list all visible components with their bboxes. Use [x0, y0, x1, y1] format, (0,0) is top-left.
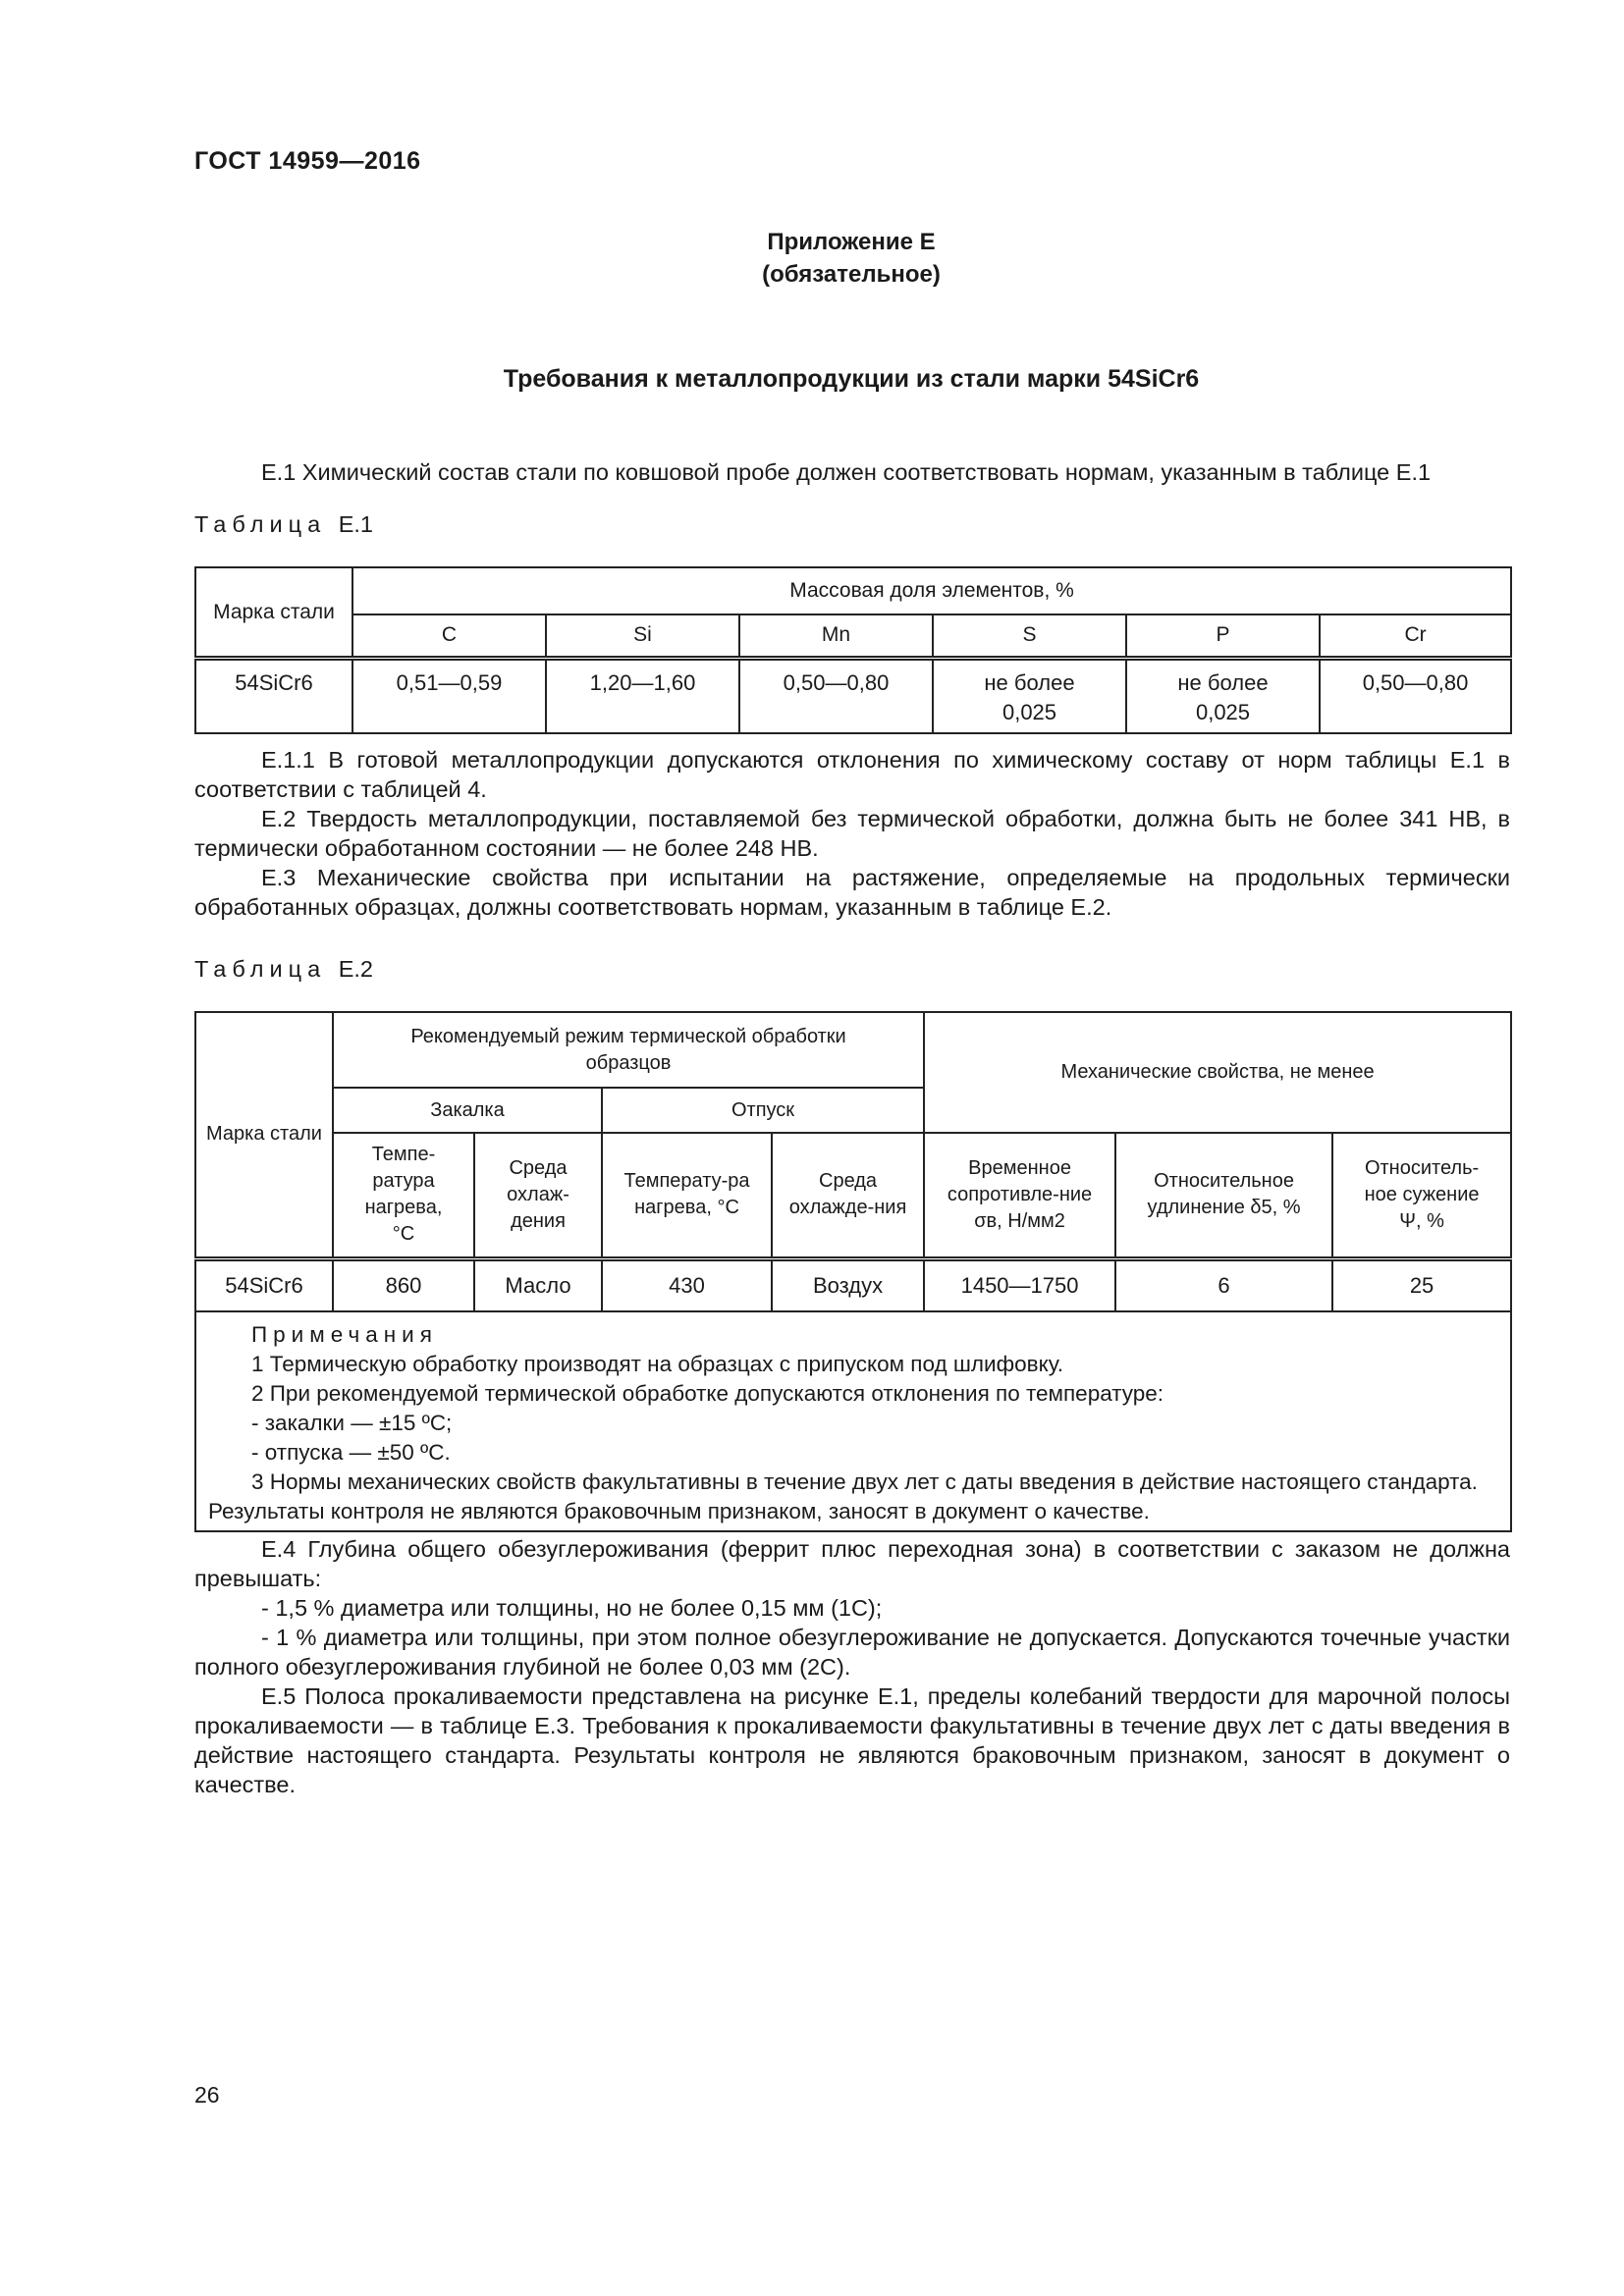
- col-header-quench-temp: Темпе-ратура нагрева, °С: [333, 1133, 474, 1258]
- note-item: - закалки — ±15 ºС;: [251, 1411, 453, 1435]
- steel-grade-header: Марка стали: [195, 1012, 333, 1258]
- note-item: 1 Термическую обработку производят на образцах с припуском под шлифовку.: [251, 1352, 1063, 1376]
- page-number: 26: [194, 2082, 220, 2108]
- col-header-temper-medium: Среда охлажде-ния: [772, 1133, 924, 1258]
- section-title: Требования к металлопродукции из стали марки 54SiCr6: [503, 365, 1200, 393]
- notes-heading: Примечания: [251, 1322, 438, 1347]
- element-header-mn: Mn: [739, 614, 933, 658]
- table-notes: [195, 1311, 1511, 1531]
- table-cell: 1,20—1,60: [546, 658, 739, 733]
- element-header-si: Si: [546, 614, 739, 658]
- paragraph-e4: Е.4 Глубина общего обезуглероживания (феррит плюс переходная зона) в соответствии с заказом не должна превышать:: [194, 1536, 1510, 1591]
- document-code: ГОСТ 14959—2016: [194, 147, 421, 175]
- paragraph-e1: Е.1 Химический состав стали по ковшовой пробе должен соответствовать нормам, указанным в таблице Е.1: [261, 459, 1432, 485]
- element-header-p: P: [1126, 614, 1320, 658]
- paragraphs-e4-e5: [194, 1534, 1510, 1799]
- table-cell: 0,51—0,59: [352, 658, 546, 733]
- table-cell-grade: 54SiCr6: [195, 1258, 333, 1311]
- table-cell: Воздух: [772, 1258, 924, 1311]
- paragraph-e3: Е.3 Механические свойства при испытании на растяжение, определяемые на продольных термически обработанных образцах, должны соответствовать нормам, указанным в таблице Е.2.: [194, 865, 1510, 920]
- paragraph-e1-1: Е.1.1 В готовой металлопродукции допускаются отклонения по химическому составу от норм таблицы Е.1 в соответствии с таблицей 4.: [194, 747, 1510, 802]
- table-cell: 0,50—0,80: [739, 658, 933, 733]
- quenching-header: Закалка: [333, 1088, 602, 1133]
- annex-status: (обязательное): [762, 261, 941, 288]
- table-cell: 430: [602, 1258, 772, 1311]
- mech-props-header: Механические свойства, не менее: [924, 1012, 1511, 1133]
- table-cell: 860: [333, 1258, 474, 1311]
- table-caption-word: Таблица: [194, 956, 327, 982]
- table-e2: [194, 1011, 1512, 1532]
- note-item: - отпуска — ±50 ºС.: [251, 1440, 451, 1465]
- table-caption-number: Е.1: [338, 511, 373, 537]
- element-header-c: C: [352, 614, 546, 658]
- table-caption-word: Таблица: [194, 511, 327, 537]
- table-cell: Масло: [474, 1258, 602, 1311]
- table-e1: [194, 566, 1512, 734]
- table-cell: не более 0,025: [1126, 658, 1320, 733]
- table-e2-caption: [194, 956, 373, 983]
- note-item: 2 При рекомендуемой термической обработке допускаются отклонения по температуре:: [251, 1381, 1164, 1406]
- annex-heading: [0, 226, 1624, 291]
- steel-grade-header: Марка стали: [195, 567, 352, 658]
- paragraph-e4-item-b: - 1 % диаметра или толщины, при этом полное обезуглероживание не допускается. Допускаются точечные участки полного обезуглероживания глубиной не более 0,03 мм (2С).: [194, 1625, 1510, 1680]
- paragraph-e4-item-a: - 1,5 % диаметра или толщины, но не более 0,15 мм (1С);: [261, 1595, 883, 1621]
- tempering-header: Отпуск: [602, 1088, 924, 1133]
- mass-fraction-header: Массовая доля элементов, %: [352, 567, 1511, 614]
- col-header-reduction-of-area: Относитель-ное сужение Ψ, %: [1332, 1133, 1511, 1258]
- col-header-elongation: Относительное удлинение δ5, %: [1115, 1133, 1332, 1258]
- annex-title: Приложение Е: [767, 229, 936, 255]
- table-cell-grade: 54SiCr6: [195, 658, 352, 733]
- table-caption-number: Е.2: [338, 956, 373, 982]
- table-cell: не более 0,025: [933, 658, 1126, 733]
- paragraph-e2: Е.2 Твердость металлопродукции, поставляемой без термической обработки, должна быть не более 341 НВ, в термически обработанном состоянии — не более 248 НВ.: [194, 806, 1510, 861]
- table-cell: 6: [1115, 1258, 1332, 1311]
- element-header-s: S: [933, 614, 1126, 658]
- col-header-quench-medium: Среда охлаж-дения: [474, 1133, 602, 1258]
- table-e1-caption: [194, 511, 373, 538]
- paragraph-e5: Е.5 Полоса прокаливаемости представлена на рисунке Е.1, пределы колебаний твердости для марочной полосы прокаливаемости — в таблице Е.3. Требования к прокаливаемости факультативны в течение двух лет с даты введения в действие настоящего стандарта. Результаты контроля не являются браковочным признаком, заносят в документ о качестве.: [194, 1683, 1510, 1797]
- col-header-tensile-strength: Временное сопротивле-ние σв, Н/мм2: [924, 1133, 1115, 1258]
- table-cell: 0,50—0,80: [1320, 658, 1511, 733]
- heat-treatment-header: Рекомендуемый режим термической обработки образцов: [333, 1012, 924, 1088]
- note-item: 3 Нормы механических свойств факультативны в течение двух лет с даты введения в действие настоящего стандарта. Результаты контроля не являются браковочным признаком, заносят в документ о качестве.: [208, 1469, 1478, 1523]
- table-cell: 25: [1332, 1258, 1511, 1311]
- element-header-cr: Cr: [1320, 614, 1511, 658]
- paragraphs-e1-1-to-e3: [194, 745, 1510, 922]
- table-cell: 1450—1750: [924, 1258, 1115, 1311]
- paragraph-e1-block: [194, 457, 1510, 487]
- col-header-temper-temp: Температу-ра нагрева, °С: [602, 1133, 772, 1258]
